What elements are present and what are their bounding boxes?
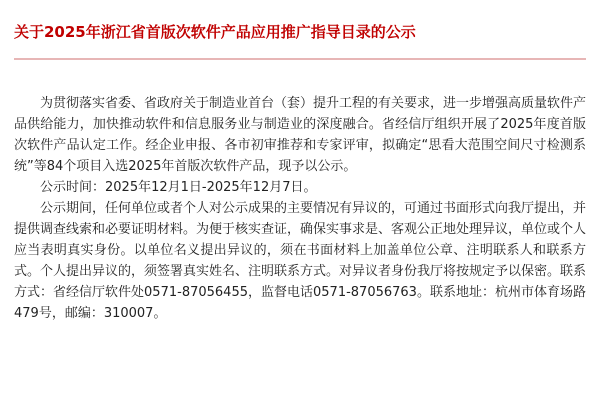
announcement-body (14, 93, 586, 324)
announcement-title: 关于2025年浙江省首版次软件产品应用推广指导目录的公示 (14, 23, 416, 41)
paragraph-intro: 为贯彻落实省委、省政府关于制造业首台（套）提升工程的有关要求，进一步增强高质量软件产品供给能力，加快推动软件和信息服务业与制造业的深度融合。省经信厅组织开展了2025年度首版次软件产品认定工作。经企业申报、各市初审推荐和专家评审，拟确定“思看大范围空间尺寸检测系统”等84个项目入选2025年首版次软件产品，现予以公示。 (14, 96, 587, 174)
paragraph-objection-contact: 公示期间，任何单位或者个人对公示成果的主要情况有异议的，可通过书面形式向我厅提出，并提供调查线索和必要证明材料。为便于核实查证，确保实事求是、客观公正地处理异议，单位或个人应当表明真实身份。以单位名义提出异议的，须在书面材料上加盖单位公章、注明联系人和联系方式。个人提出异议的，须签署真实姓名、注明联系方式。对异议者身份我厅将按规定予以保密。联系方式：省经信厅软件处0571-87056455，监督电话0571-87056763。联系地址：杭州市体育场路479号，邮编：310007。 (14, 201, 587, 321)
paragraph-publicity-period: 公示时间：2025年12月1日-2025年12月7日。 (40, 180, 317, 195)
title-divider (14, 58, 586, 60)
